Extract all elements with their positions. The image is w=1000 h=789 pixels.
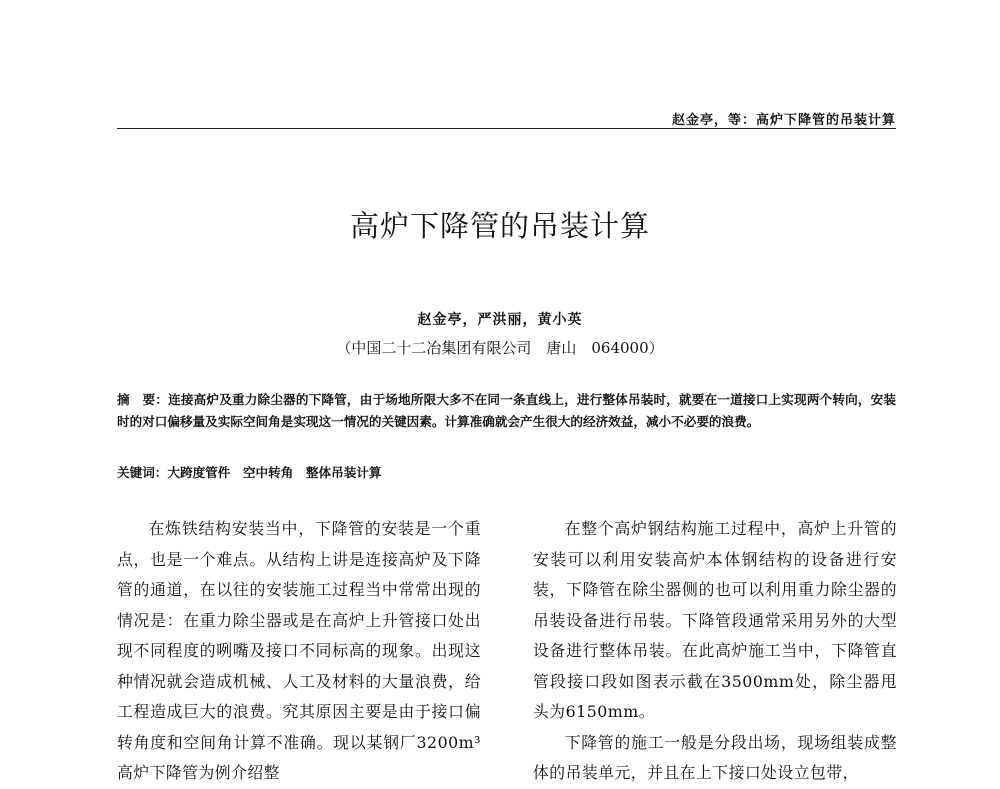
running-header: 赵金亭，等：高炉下降管的吊装计算 xyxy=(671,113,896,128)
keywords-label: 关键词： xyxy=(117,465,168,480)
body-left-column xyxy=(117,514,481,789)
abstract-text: 连接高炉及重力除尘器的下降管，由于场地所限大多不在同一条直线上，进行整体吊装时，就要在一道接口上实现两个转向，安装时的对口偏移量及实际空间角是实现这一情况的关键因素。计算准确就会产生很大的经济效益，减小不必要的浪费。 xyxy=(117,392,896,429)
keywords-text: 大跨度管件 空中转角 整体吊装计算 xyxy=(167,465,382,480)
body-paragraph: 在炼铁结构安装当中，下降管的安装是一个重点，也是一个难点。从结构上讲是连接高炉及下降管的通道，在以往的安装施工过程当中常常出现的情况是：在重力除尘器或是在高炉上升管接口处出现不同程度的咧嘴及接口不同标高的现象。出现这种情况就会造成机械、人工及材料的大量浪费，给工程造成巨大的浪费。究其原因主要是由于接口偏转角度和空间角计算不准确。现以某钢厂3200m³高炉下降管为例介绍整 xyxy=(117,519,481,782)
abstract xyxy=(117,389,896,433)
article-title: 高炉下降管的吊装计算 xyxy=(349,209,650,243)
body-right-column xyxy=(533,514,897,789)
header-rule xyxy=(117,128,896,129)
author-list: 赵金亭，严洪丽，黄小英 xyxy=(417,312,583,328)
keywords xyxy=(117,462,896,484)
body-paragraph: 下降管的施工一般是分段出场，现场组装成整体的吊装单元，并且在上下接口处设立包带， xyxy=(533,732,897,782)
abstract-label: 摘 要： xyxy=(117,392,169,407)
author-affiliation: （中国二十二冶集团有限公司 唐山 064000） xyxy=(336,339,664,357)
body-paragraph: 在整个高炉钢结构施工过程中，高炉上升管的安装可以利用安装高炉本体钢结构的设备进行安装，下降管在除尘器侧的也可以利用重力除尘器的吊装设备进行吊装。下降管段通常采用另外的大型设备进行整体吊装。在此高炉施工当中，下降管直管段接口段如图表示截在3500mm处，除尘器甩头为6150mm。 xyxy=(533,519,897,721)
